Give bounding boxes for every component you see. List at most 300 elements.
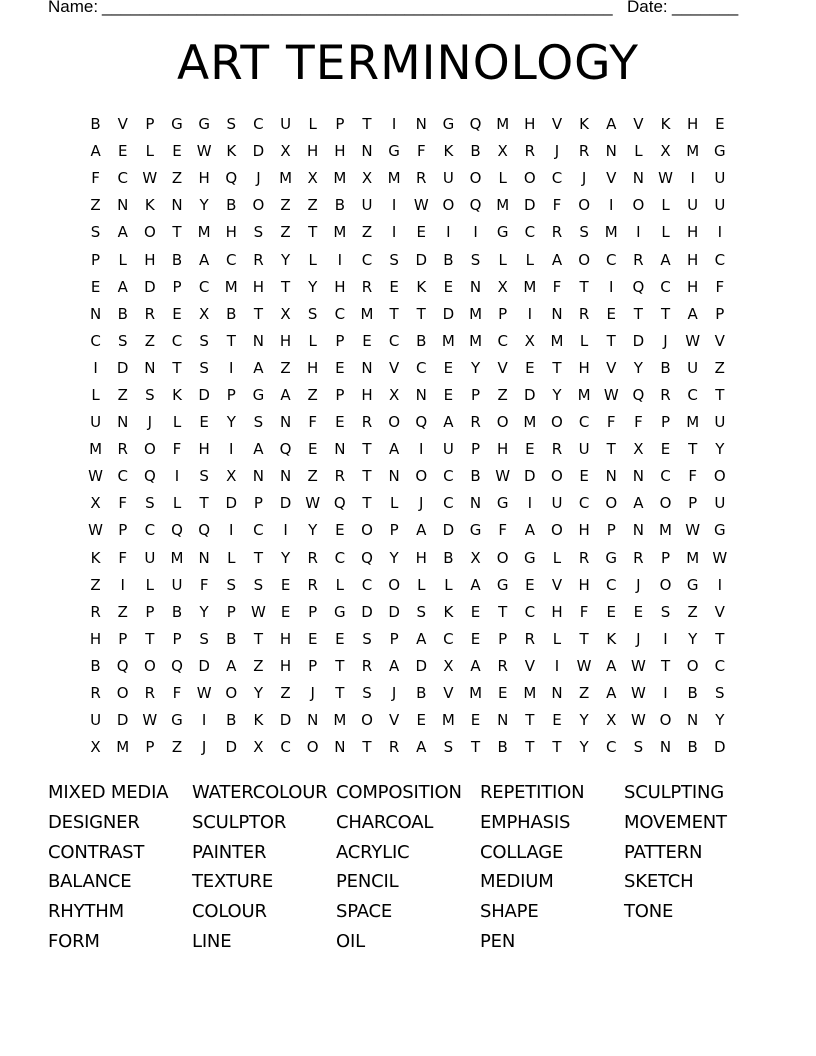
grid-row <box>82 328 734 355</box>
grid-letter: N <box>605 467 617 486</box>
grid-letter: W <box>630 711 646 730</box>
grid-letter: W <box>603 385 619 404</box>
grid-letter: P <box>118 521 128 540</box>
grid-letter: D <box>116 358 129 377</box>
grid-letter: S <box>199 331 209 350</box>
grid-letter: J <box>554 142 560 161</box>
grid-letter: P <box>389 521 399 540</box>
grid-letter: W <box>88 521 103 540</box>
grid-letter: F <box>552 277 562 296</box>
grid-letter: W <box>576 656 592 675</box>
grid-letter: L <box>172 494 182 513</box>
grid-letter: D <box>524 467 536 486</box>
grid-letter: F <box>118 548 128 567</box>
grid-letter: B <box>660 358 671 377</box>
grid-letter: C <box>497 331 508 350</box>
grid-letter: U <box>714 196 726 215</box>
grid-letter: G <box>496 575 509 594</box>
grid-letter: L <box>552 548 562 567</box>
grid-letter: S <box>117 331 128 350</box>
grid-letter: C <box>443 494 454 513</box>
grid-letter: S <box>226 115 237 134</box>
grid-letter: U <box>687 358 699 377</box>
grid-letter: N <box>117 413 129 432</box>
grid-letter: Y <box>579 738 589 757</box>
grid-letter: T <box>715 385 725 404</box>
grid-letter: E <box>606 304 616 323</box>
word-list-item: FORM <box>48 930 100 952</box>
grid-letter: V <box>714 602 725 621</box>
grid-letter: L <box>227 548 236 567</box>
grid-letter: T <box>335 656 345 675</box>
word-list-item: RHYTHM <box>48 901 124 923</box>
grid-letter: P <box>498 304 508 323</box>
grid-letter: M <box>577 385 591 404</box>
grid-letter: U <box>144 548 156 567</box>
grid-letter: X <box>524 331 535 350</box>
grid-letter: E <box>443 385 454 404</box>
grid-letter: C <box>687 385 698 404</box>
grid-letter: M <box>523 684 537 703</box>
grid-letter: C <box>606 250 617 269</box>
grid-letter: E <box>715 115 725 134</box>
grid-letter: X <box>443 656 454 675</box>
grid-letter: O <box>143 440 156 459</box>
grid-letter: Q <box>171 521 183 540</box>
grid-letter: F <box>308 413 318 432</box>
grid-letter: I <box>229 440 234 459</box>
grid-letter: Y <box>715 711 725 730</box>
grid-letter: M <box>686 413 700 432</box>
grid-letter: M <box>387 169 401 188</box>
grid-letter: M <box>604 223 618 242</box>
grid-letter: I <box>663 684 668 703</box>
grid-letter: X <box>198 304 210 323</box>
grid-letter: O <box>306 738 319 757</box>
word-list-item: PENCIL <box>336 871 399 893</box>
grid-letter: K <box>579 115 590 134</box>
grid-letter: Z <box>497 385 508 404</box>
grid-letter: I <box>527 304 533 323</box>
grid-letter: O <box>713 467 726 486</box>
grid-letter: N <box>551 304 563 323</box>
grid-letter: T <box>280 277 291 296</box>
word-list-item: MOVEMENT <box>624 811 727 833</box>
grid-letter: P <box>498 629 508 648</box>
grid-letter: T <box>606 440 616 459</box>
grid-letter: N <box>361 358 373 377</box>
grid-letter: H <box>578 575 590 594</box>
grid-letter: G <box>171 115 183 134</box>
grid-letter: N <box>252 331 265 350</box>
grid-letter: S <box>253 575 264 594</box>
grid-letter: Y <box>715 440 725 459</box>
grid-letter: Q <box>143 467 156 486</box>
grid-letter: W <box>305 494 321 513</box>
letter-grid <box>82 111 734 761</box>
grid-letter: Z <box>90 196 101 215</box>
grid-letter: L <box>308 115 317 134</box>
grid-row <box>82 545 734 572</box>
grid-letter: A <box>687 304 698 323</box>
grid-letter: T <box>552 358 562 377</box>
grid-letter: C <box>334 548 346 567</box>
grid-letter: S <box>362 629 372 648</box>
grid-letter: T <box>362 115 372 134</box>
grid-letter: N <box>89 304 102 323</box>
grid-letter: O <box>143 223 156 242</box>
grid-row <box>82 165 734 192</box>
grid-letter: D <box>388 602 400 621</box>
word-list-item: CHARCOAL <box>336 811 434 833</box>
grid-letter: Q <box>333 494 346 513</box>
grid-letter: Y <box>280 250 291 269</box>
grid-letter: T <box>579 629 589 648</box>
grid-letter: N <box>279 467 292 486</box>
grid-letter: N <box>361 142 373 161</box>
grid-letter: P <box>226 385 236 404</box>
grid-letter: U <box>90 711 102 730</box>
grid-letter: U <box>578 440 590 459</box>
grid-letter: B <box>226 304 237 323</box>
grid-letter: E <box>307 629 318 648</box>
grid-letter: B <box>443 250 454 269</box>
name-blank-line: ______________________________________________________ <box>102 0 613 16</box>
grid-letter: I <box>717 575 723 594</box>
grid-letter: L <box>444 575 453 594</box>
grid-letter: E <box>470 629 481 648</box>
grid-letter: C <box>416 358 427 377</box>
grid-letter: B <box>687 738 698 757</box>
grid-letter: I <box>391 196 397 215</box>
grid-letter: T <box>416 304 426 323</box>
grid-letter: T <box>172 223 182 242</box>
grid-letter: B <box>470 142 481 161</box>
grid-letter: Q <box>116 656 129 675</box>
grid-letter: T <box>253 629 263 648</box>
grid-letter: B <box>443 548 454 567</box>
word-list-item: OIL <box>336 930 365 952</box>
grid-letter: H <box>551 602 563 621</box>
grid-letter: O <box>388 575 401 594</box>
grid-letter: L <box>579 331 589 350</box>
grid-letter: V <box>633 115 644 134</box>
grid-letter: C <box>334 304 346 323</box>
grid-letter: A <box>416 629 427 648</box>
grid-letter: E <box>470 711 481 730</box>
grid-letter: W <box>630 684 646 703</box>
grid-letter: R <box>633 250 644 269</box>
grid-letter: S <box>470 250 481 269</box>
grid-letter: E <box>525 358 535 377</box>
grid-letter: O <box>252 196 265 215</box>
grid-letter: T <box>226 331 236 350</box>
grid-letter: D <box>415 656 428 675</box>
grid-letter: H <box>252 277 265 296</box>
grid-letter: V <box>388 711 400 730</box>
grid-letter: C <box>443 467 454 486</box>
grid-letter: L <box>498 250 507 269</box>
grid-letter: D <box>524 385 536 404</box>
grid-letter: O <box>442 196 455 215</box>
grid-letter: J <box>581 169 587 188</box>
grid-letter: A <box>416 521 427 540</box>
grid-letter: R <box>90 602 101 621</box>
grid-letter: V <box>117 115 128 134</box>
grid-row <box>82 572 734 599</box>
grid-letter: M <box>333 223 347 242</box>
grid-letter: R <box>388 738 400 757</box>
grid-letter: K <box>144 196 155 215</box>
grid-letter: P <box>172 277 182 296</box>
grid-letter: B <box>171 602 183 621</box>
grid-letter: D <box>632 331 645 350</box>
grid-letter: C <box>606 575 617 594</box>
grid-letter: L <box>91 385 100 404</box>
grid-letter: O <box>578 196 590 215</box>
grid-letter: A <box>633 494 644 513</box>
grid-letter: U <box>442 440 454 459</box>
grid-letter: L <box>308 250 317 269</box>
grid-letter: E <box>416 711 426 730</box>
grid-letter: O <box>225 684 238 703</box>
grid-letter: L <box>118 250 127 269</box>
grid-letter: R <box>660 385 671 404</box>
grid-row <box>82 219 734 246</box>
grid-letter: R <box>524 629 536 648</box>
grid-letter: F <box>579 602 589 621</box>
grid-letter: I <box>391 223 397 242</box>
grid-letter: M <box>116 738 130 757</box>
grid-letter: N <box>144 358 156 377</box>
grid-letter: K <box>253 711 264 730</box>
grid-letter: Y <box>253 684 263 703</box>
grid-letter: Z <box>361 223 373 242</box>
grid-letter: E <box>362 331 372 350</box>
grid-letter: W <box>142 169 158 188</box>
grid-letter: R <box>578 142 590 161</box>
grid-letter: Q <box>469 196 482 215</box>
grid-letter: B <box>90 656 101 675</box>
grid-letter: R <box>551 223 563 242</box>
grid-letter: R <box>578 304 590 323</box>
grid-letter: K <box>606 629 617 648</box>
grid-letter: I <box>527 494 533 513</box>
grid-letter: R <box>361 656 373 675</box>
grid-letter: K <box>660 115 671 134</box>
grid-letter: O <box>415 467 428 486</box>
grid-letter: P <box>335 331 345 350</box>
grid-letter: E <box>280 575 291 594</box>
grid-letter: M <box>360 304 374 323</box>
grid-letter: C <box>171 331 183 350</box>
grid-letter: S <box>633 738 644 757</box>
grid-letter: T <box>253 548 263 567</box>
grid-letter: C <box>660 467 671 486</box>
grid-letter: V <box>551 115 563 134</box>
grid-row <box>82 246 734 273</box>
grid-letter: E <box>660 440 671 459</box>
grid-letter: Z <box>117 385 128 404</box>
grid-letter: N <box>198 548 210 567</box>
grid-letter: W <box>142 711 158 730</box>
grid-letter: H <box>687 223 699 242</box>
grid-row <box>82 707 734 734</box>
grid-letter: T <box>199 494 209 513</box>
grid-letter: C <box>443 629 454 648</box>
grid-letter: C <box>660 277 671 296</box>
word-list-item: REPETITION <box>480 782 585 803</box>
grid-letter: W <box>250 602 266 621</box>
grid-letter: Z <box>171 169 183 188</box>
grid-letter: J <box>636 575 641 594</box>
grid-letter: I <box>201 711 207 730</box>
grid-letter: D <box>415 250 428 269</box>
grid-letter: C <box>524 223 536 242</box>
grid-letter: P <box>335 115 345 134</box>
grid-letter: B <box>90 115 101 134</box>
grid-letter: K <box>416 277 427 296</box>
grid-letter: T <box>335 684 345 703</box>
grid-letter: L <box>661 223 670 242</box>
grid-letter: M <box>550 331 564 350</box>
grid-letter: C <box>253 521 264 540</box>
grid-letter: F <box>498 521 507 540</box>
grid-letter: G <box>171 711 183 730</box>
grid-letter: Q <box>171 656 183 675</box>
grid-letter: T <box>579 277 589 296</box>
grid-letter: T <box>362 467 372 486</box>
grid-letter: Y <box>389 548 399 567</box>
grid-letter: J <box>201 738 207 757</box>
word-list-item: ACRYLIC <box>336 841 410 863</box>
grid-letter: W <box>196 684 212 703</box>
grid-letter: Q <box>279 440 292 459</box>
grid-letter: M <box>469 684 483 703</box>
grid-letter: F <box>172 684 182 703</box>
grid-letter: D <box>361 602 373 621</box>
grid-letter: J <box>310 684 315 703</box>
word-list-item: DESIGNER <box>48 811 140 833</box>
word-list-item: SHAPE <box>480 901 539 923</box>
grid-letter: N <box>632 467 644 486</box>
grid-letter: B <box>171 250 183 269</box>
grid-letter: T <box>145 629 155 648</box>
word-list-item: COMPOSITION <box>336 782 462 803</box>
grid-letter: L <box>308 331 317 350</box>
grid-letter: O <box>551 413 563 432</box>
grid-letter: M <box>496 196 510 215</box>
worksheet-header <box>0 0 816 19</box>
grid-letter: S <box>443 738 454 757</box>
grid-letter: Q <box>198 521 211 540</box>
grid-letter: R <box>524 142 536 161</box>
grid-letter: A <box>280 385 291 404</box>
grid-letter: Z <box>687 602 698 621</box>
grid-letter: J <box>147 413 153 432</box>
grid-letter: C <box>144 521 156 540</box>
grid-letter: G <box>496 494 509 513</box>
grid-letter: L <box>172 413 182 432</box>
grid-letter: T <box>362 494 372 513</box>
grid-letter: T <box>525 711 535 730</box>
grid-letter: M <box>441 331 455 350</box>
grid-letter: E <box>443 277 454 296</box>
grid-row <box>82 463 734 490</box>
grid-letter: M <box>89 440 103 459</box>
grid-letter: T <box>362 738 372 757</box>
grid-letter: O <box>551 521 563 540</box>
grid-letter: W <box>413 196 429 215</box>
grid-letter: S <box>715 684 725 703</box>
grid-letter: E <box>335 413 345 432</box>
grid-letter: P <box>226 602 236 621</box>
word-list-item: PEN <box>480 930 516 952</box>
grid-letter: V <box>388 358 400 377</box>
grid-letter: O <box>361 711 373 730</box>
grid-letter: N <box>279 413 292 432</box>
grid-letter: M <box>469 304 483 323</box>
grid-letter: I <box>609 277 614 296</box>
grid-letter: F <box>416 142 426 161</box>
grid-letter: X <box>470 548 481 567</box>
grid-letter: M <box>441 711 455 730</box>
grid-row <box>82 274 734 301</box>
grid-letter: C <box>578 413 590 432</box>
grid-letter: D <box>524 196 536 215</box>
grid-letter: V <box>714 331 725 350</box>
grid-letter: C <box>117 169 128 188</box>
grid-row <box>82 355 734 382</box>
grid-letter: G <box>524 548 536 567</box>
grid-letter: L <box>145 575 155 594</box>
grid-letter: U <box>714 494 726 513</box>
grid-letter: N <box>605 142 617 161</box>
grid-letter: V <box>606 358 617 377</box>
grid-letter: I <box>609 196 614 215</box>
grid-letter: T <box>688 440 698 459</box>
grid-letter: X <box>90 494 101 513</box>
grid-letter: U <box>551 494 563 513</box>
grid-letter: S <box>253 223 264 242</box>
grid-letter: C <box>198 277 210 296</box>
grid-letter: I <box>473 223 478 242</box>
grid-letter: F <box>715 277 725 296</box>
grid-letter: X <box>606 711 617 730</box>
grid-letter: C <box>606 738 617 757</box>
grid-letter: B <box>117 304 128 323</box>
grid-letter: N <box>659 738 672 757</box>
grid-letter: X <box>361 169 373 188</box>
grid-letter: G <box>686 575 699 594</box>
grid-letter: I <box>690 169 695 188</box>
grid-letter: A <box>470 575 481 594</box>
word-list-item: WATERCOLOUR <box>192 782 328 803</box>
word-list-item: PATTERN <box>624 841 703 863</box>
grid-letter: E <box>280 602 291 621</box>
grid-letter: R <box>497 656 508 675</box>
grid-letter: G <box>198 115 210 134</box>
grid-letter: A <box>606 656 617 675</box>
grid-letter: R <box>551 440 563 459</box>
word-list-item: CONTRAST <box>48 841 145 863</box>
grid-letter: W <box>685 331 701 350</box>
grid-letter: F <box>172 440 182 459</box>
grid-letter: I <box>174 467 180 486</box>
grid-letter: A <box>388 440 400 459</box>
grid-letter: X <box>497 277 508 296</box>
grid-letter: S <box>307 304 318 323</box>
